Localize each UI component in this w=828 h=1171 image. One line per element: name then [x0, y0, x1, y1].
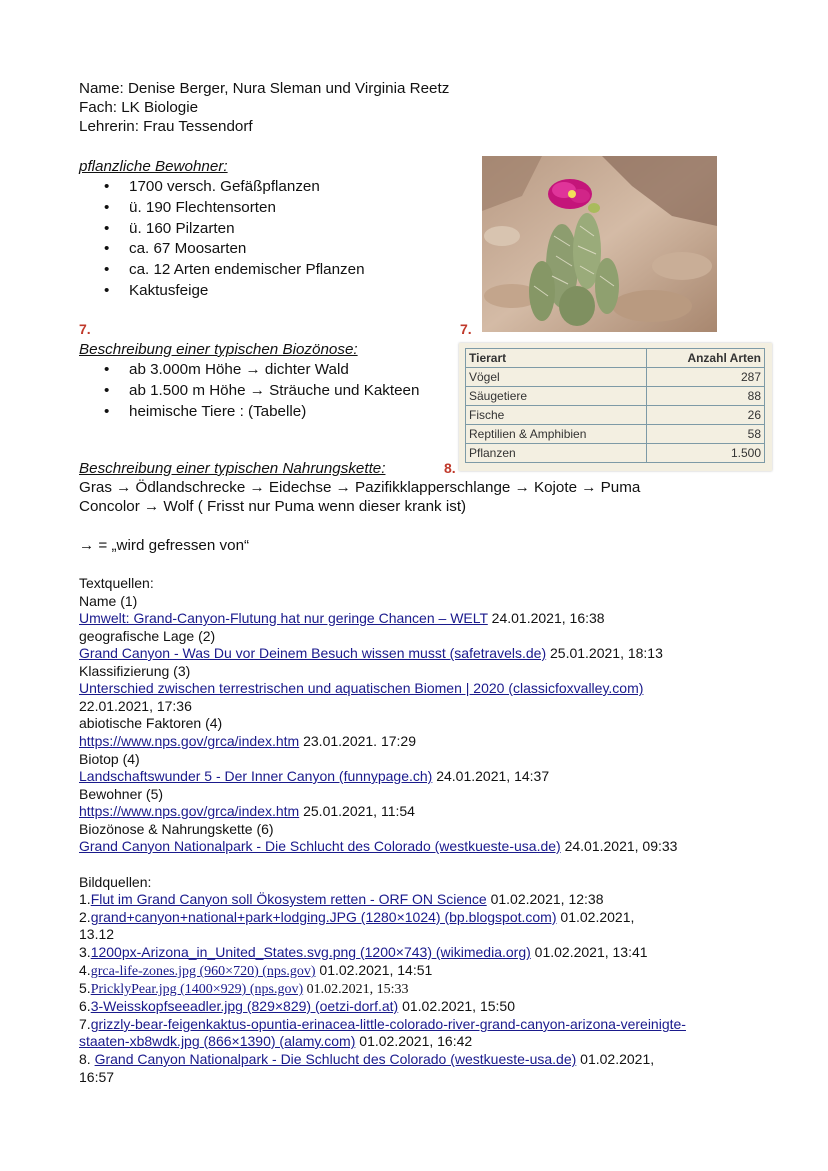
image-source-entry: 7.grizzly-bear-feigenkaktus-opuntia-erinacea-little-colorado-river-grand-canyon-arizona-vereinigte- [79, 1016, 686, 1032]
source-entry: Landschaftswunder 5 - Der Inner Canyon (funnypage.ch) 24.01.2021, 14:37 [79, 768, 550, 784]
source-link[interactable]: staaten-xb8wdk.jpg (866×1390) (alamy.com) [79, 1033, 356, 1049]
biocenosis-heading: Beschreibung einer typischen Biozönose: [79, 341, 358, 358]
table-cell: 88 [647, 387, 765, 406]
source-link[interactable]: Grand Canyon Nationalpark - Die Schlucht des Colorado (westkueste-usa.de) [79, 838, 561, 854]
source-link[interactable]: Grand Canyon Nationalpark - Die Schlucht des Colorado (westkueste-usa.de) [94, 1051, 577, 1067]
source-link[interactable]: https://www.nps.gov/grca/index.htm [79, 733, 300, 749]
table-row [466, 425, 765, 444]
list-item: • ab 3.000m Höhe → dichter Wald [104, 361, 349, 378]
animal-table [465, 348, 765, 463]
source-label: geografische Lage (2) [79, 628, 216, 644]
source-label: Name (1) [79, 593, 138, 609]
table-cell: Vögel [466, 368, 647, 387]
source-link[interactable]: PricklyPear.jpg (1400×929) (nps.gov) [90, 982, 304, 997]
source-label: abiotische Faktoren (4) [79, 715, 223, 731]
image-source-entry: 6.3-Weisskopfseeadler.jpg (829×829) (oetzi-dorf.at) 01.02.2021, 15:50 [79, 998, 515, 1014]
source-link[interactable]: Unterschied zwischen terrestrischen und aquatischen Biomen | 2020 (classicfoxvalley.com) [79, 680, 644, 696]
source-entry: Grand Canyon - Was Du vor Deinem Besuch wissen musst (safetravels.de) 25.01.2021, 18:13 [79, 645, 663, 661]
list-item: • ca. 67 Moosarten [104, 240, 247, 257]
subject: Fach: LK Biologie [79, 99, 199, 116]
source-link[interactable]: Landschaftswunder 5 - Der Inner Canyon (funnypage.ch) [79, 768, 433, 784]
source-label: Klassifizierung (3) [79, 663, 191, 679]
source-entry: https://www.nps.gov/grca/index.htm 25.01.2021, 11:54 [79, 803, 415, 819]
list-item: • ca. 12 Arten endemischer Pflanzen [104, 261, 365, 278]
source-link[interactable]: https://www.nps.gov/grca/index.htm [79, 803, 300, 819]
table-header-cell: Anzahl Arten [647, 349, 765, 368]
food-chain-heading: Beschreibung einer typischen Nahrungskette: [79, 460, 386, 477]
source-date: 22.01.2021, 17:36 [79, 698, 192, 714]
source-link[interactable]: grand+canyon+national+park+lodging.JPG (1280×1024) (bp.blogspot.com) [90, 909, 557, 925]
image-source-entry: 3.1200px-Arizona_in_United_States.svg.png (1200×743) (wikimedia.org) 01.02.2021, 13:41 [79, 944, 648, 960]
table-cell: 287 [647, 368, 765, 387]
image-sources-heading: Bildquellen: [79, 874, 152, 890]
list-item: • ü. 160 Pilzarten [104, 220, 235, 237]
food-chain-line-1: Gras → Ödlandschrecke → Eidechse → Pazifikklapperschlange → Kojote → Puma [79, 479, 641, 496]
table-cell: Fische [466, 406, 647, 425]
text-sources-heading: Textquellen: [79, 575, 154, 591]
image-source-cont: 13.12 [79, 926, 115, 942]
cactus-photo [482, 156, 717, 332]
list-item: • ü. 190 Flechtensorten [104, 199, 276, 216]
list-item: • Kaktusfeige [104, 282, 209, 299]
source-link[interactable]: 1200px-Arizona_in_United_States.svg.png (1200×743) (wikimedia.org) [90, 944, 531, 960]
table-row [466, 387, 765, 406]
table-cell: Pflanzen [466, 444, 647, 463]
list-item: • 1700 versch. Gefäßpflanzen [104, 178, 320, 195]
table-header-row [466, 349, 765, 368]
table-row [466, 444, 765, 463]
table-cell: 26 [647, 406, 765, 425]
source-link[interactable]: Umwelt: Grand-Canyon-Flutung hat nur geringe Chancen – WELT [79, 610, 488, 626]
source-label: Biotop (4) [79, 751, 140, 767]
source-link[interactable]: grizzly-bear-feigenkaktus-opuntia-erinacea-little-colorado-river-grand-canyon-arizona-vereinigte- [90, 1016, 686, 1032]
source-link[interactable]: grca-life-zones.jpg (960×720) (nps.gov) [90, 964, 316, 979]
image-source-entry: 5.PricklyPear.jpg (1400×929) (nps.gov) 01.02.2021, 15:33 [79, 980, 409, 997]
image-source-cont: staaten-xb8wdk.jpg (866×1390) (alamy.com) 01.02.2021, 16:42 [79, 1033, 473, 1049]
arrow-legend: → = „wird gefressen von“ [79, 537, 250, 554]
table-cell: Säugetiere [466, 387, 647, 406]
list-item: • heimische Tiere : (Tabelle) [104, 403, 307, 420]
table-row [466, 406, 765, 425]
image-source-entry: 8. Grand Canyon Nationalpark - Die Schlucht des Colorado (westkueste-usa.de) 01.02.2021, [79, 1051, 655, 1067]
table-cell: 58 [647, 425, 765, 444]
table-cell: Reptilien & Amphibien [466, 425, 647, 444]
source-label: Biozönose & Nahrungskette (6) [79, 821, 274, 837]
source-link[interactable]: Grand Canyon - Was Du vor Deinem Besuch wissen musst (safetravels.de) [79, 645, 547, 661]
image-source-entry: 4.grca-life-zones.jpg (960×720) (nps.gov) 01.02.2021, 14:51 [79, 962, 433, 979]
source-entry: Umwelt: Grand-Canyon-Flutung hat nur geringe Chancen – WELT 24.01.2021, 16:38 [79, 610, 605, 626]
food-chain-line-2: Concolor → Wolf ( Frisst nur Puma wenn dieser krank ist) [79, 498, 467, 515]
image-source-entry: 2.grand+canyon+national+park+lodging.JPG (1280×1024) (bp.blogspot.com) 01.02.2021, [79, 909, 635, 925]
source-entry: https://www.nps.gov/grca/index.htm 23.01.2021. 17:29 [79, 733, 416, 749]
teacher: Lehrerin: Frau Tessendorf [79, 118, 253, 135]
marker-8: 8. [444, 460, 456, 476]
marker-7-right: 7. [460, 321, 472, 337]
image-source-cont: 16:57 [79, 1069, 115, 1085]
source-entry: Grand Canyon Nationalpark - Die Schlucht des Colorado (westkueste-usa.de) 24.01.2021, 09:33 [79, 838, 678, 854]
marker-7-left: 7. [79, 321, 91, 337]
animal-table-photo [459, 343, 772, 471]
table-cell: 1.500 [647, 444, 765, 463]
table-row [466, 368, 765, 387]
plants-heading: pflanzliche Bewohner: [79, 158, 228, 175]
source-label: Bewohner (5) [79, 786, 164, 802]
author-names: Name: Denise Berger, Nura Sleman und Virginia Reetz [79, 80, 450, 97]
table-header-cell: Tierart [466, 349, 647, 368]
source-link[interactable]: 3-Weisskopfseeadler.jpg (829×829) (oetzi-dorf.at) [90, 998, 399, 1014]
image-source-entry: 1.Flut im Grand Canyon soll Ökosystem retten - ORF ON Science 01.02.2021, 12:38 [79, 891, 604, 907]
source-link[interactable]: Flut im Grand Canyon soll Ökosystem retten - ORF ON Science [90, 891, 487, 907]
list-item: • ab 1.500 m Höhe → Sträuche und Kakteen [104, 382, 420, 399]
